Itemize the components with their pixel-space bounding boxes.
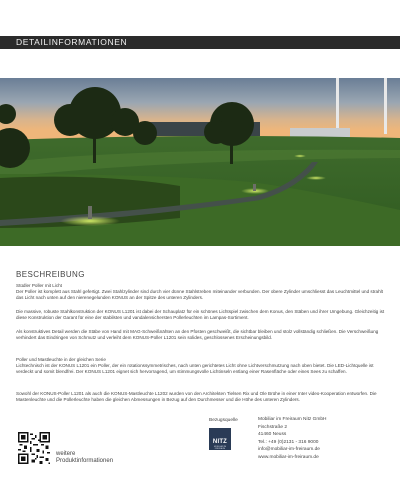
qr-label-line-2: Produktinformationen [56,458,114,464]
nitz-logo [209,428,231,450]
supplier-email-link[interactable]: info@mobiliar-im-freiraum.de [258,447,320,452]
description-paragraph-5: Sowohl der KONUS-Poller L1201 als auch die KONUS-Mastleuchte L1202 wurden von den Architekten Tielsen Rix und Ole Brühe in einer Inter video-Kooperation entworfen. Die Mastenleuchte und die Pollerleuchte haben die gleichen Abmessungen in Bezug auf den Durchmesser und die Höhe des unteren Zylinders. [16,391,377,403]
description-paragraph-1: Stüdler Poller mit Licht Der Poller ist komplett aus Stahl gefertigt. Zwei Stahlzylinder sind durch vier dünne Stahlstreben miteinander verbunden. Der obere Zylinder umschliesst das Leuchtmittel und strahlt das Licht nach unten auf den nierenegelunden KONUS an der Spitze des unteren Zylinders. [16,283,383,301]
supplier-phone: Tel.: +49 (0)2131 - 316 9000 [258,439,319,445]
section-header-bar [0,36,400,49]
supplier-website-link[interactable]: www.mobiliar-im-freiraum.de [258,454,319,460]
qr-code-icon[interactable] [18,432,50,464]
hero-photo-park-bollards [0,78,400,246]
description-title: BESCHREIBUNG [16,270,85,279]
description-paragraph-2: Die massive, robuste Stahlkonstruktion der KONUS L1201 ist dabei der Schauplatz für ein schönes Lichtspiel zwischen dem Konus, den Stäben und ihrer Umgebung. Gleichzeitig ist diese Konstruktion der Garant für eine der stabilsten und vandalensichersten Pollerleuchten im Lampas-Sortiment. [16,309,385,321]
supplier-street: Fischstraße 2 [258,424,288,430]
description-paragraph-4: Poller und Mastleuchte in der gleichen Serie Lichtechnisch ist der KONUS L1201 ein Poller, der ein rotationssymmetrisches, nach unten gerichtetes Licht ohne Lichtverschmutzung nach oben bietet. Die LED-Lichtquelle ist verdeckt und somit blendfrei. Der KONUS L1201 eignet sich hervorragend, um stimmungsvolle Lichtinseln entlang einer Rasenfläche oder eines Sees zu schaffen. [16,357,374,375]
description-paragraph-3: Als konstruktives Detail werden die Stäbe von Hand mit MAG-Schweißnähten an den Pfosten geschweißt, die sichtbar bleiben und stolz vollständig schließen. Die Verschweißung verhindert das Eindringen von Schmutz und verleiht dem KONUS-Poller L1201 sein solides, geschlossenes Erscheinungsbild. [16,329,379,341]
section-header-title: DETAILINFORMATIONEN [16,37,128,47]
supplier-company: Mobiliar im Freiraum Nitz GmbH [258,417,327,422]
logo-tagline: MOBILIAR IM FREIRAUM [213,445,227,450]
logo-wordmark: NITZ [212,439,228,445]
supplier-city: 41460 Neuss [258,432,287,437]
supplier-label: Bezugsquelle [209,418,238,423]
qr-label-line-1: weitere [56,451,76,457]
